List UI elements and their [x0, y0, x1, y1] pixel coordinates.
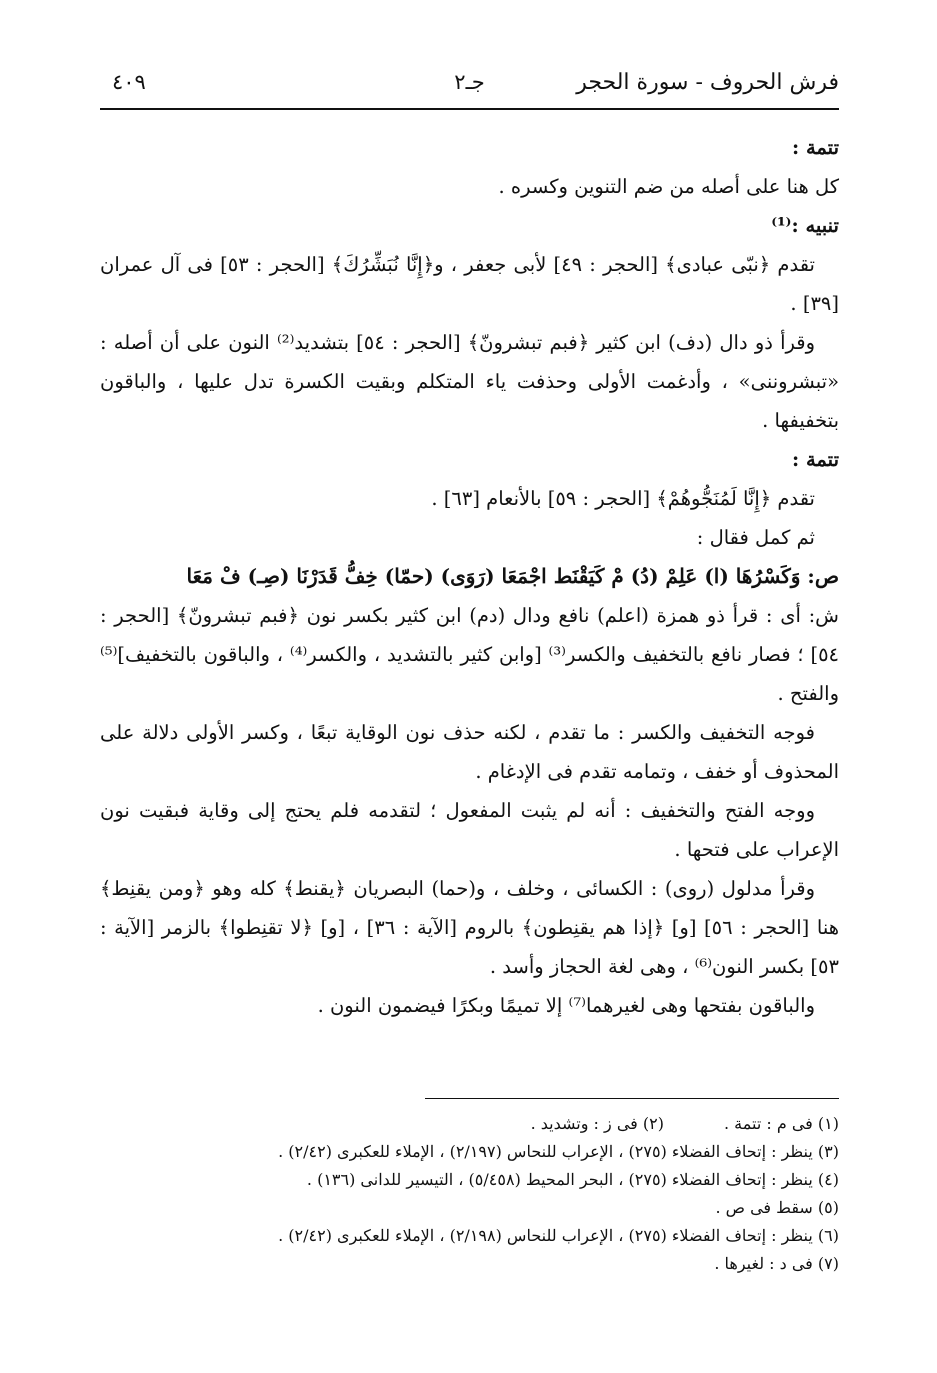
heading-tatimma: تتمة : — [791, 136, 839, 159]
footnote: (٢) فى ز : وتشديد . — [530, 1114, 664, 1133]
heading-tatimma: تتمة : — [791, 448, 839, 471]
footnote: (٤) ينظر : إتحاف الفضلاء (٢٧٥) ، البحر المحيط (٥/٤٥٨) ، التيسير للدانى (١٣٦) . — [306, 1170, 839, 1189]
footnotes — [100, 1110, 839, 1278]
header-divider — [100, 108, 839, 110]
paragraph: والباقون بفتحها وهى لغيرهما⁽⁷⁾ إلا تميمًا وبكرًا فيضمون النون . — [317, 994, 815, 1017]
footnote: (٦) ينظر : إتحاف الفضلاء (٢٧٥) ، الإعراب للنحاس (٢/١٩٨) ، الإملاء للعكبرى (٢/٤٢) . — [278, 1226, 839, 1245]
paragraph: تقدم ﴿إِنَّا لَمُنَجُّوهُمْ﴾ [الحجر : ٥٩] بالأنعام [٦٣] . — [431, 487, 815, 510]
page-number: ٤٠٩ — [112, 70, 146, 94]
footnote-row — [100, 1110, 839, 1138]
footnote: (٥) سقط فى ص . — [715, 1198, 839, 1217]
paragraph: ووجه الفتح والتخفيف : أنه لم يثبت المفعول ؛ لتقدمه فلم يحتج إلى وقاية فبقيت نون الإعراب على فتحها . — [100, 799, 839, 861]
paragraph: كل هنا على أصله من ضم التنوين وكسره . — [498, 175, 839, 198]
chapter-title: فرش الحروف - سورة الحجر — [576, 70, 839, 95]
verse-line: ص: وَكَسْرُهَا (ا) عَلِمْ (دُ) مْ كَيَقْنَط اجْمَعَا (رَوَى) (حمّا) خِفُّ قَدَرْنَا (صِـ) فْ مَعَا — [186, 564, 839, 588]
paragraph: تقدم ﴿نبّى عبادى﴾ [الحجر : ٤٩] لأبى جعفر ، و﴿إِنَّا نُبَشِّرُكَ﴾ [الحجر : ٥٣] فى آل عمران [٣٩] . — [100, 253, 839, 315]
paragraph: ثم كمل فقال : — [696, 526, 815, 549]
footnote: (١) فى م : تتمة . — [724, 1114, 839, 1133]
heading-tanbih: تنبيه :⁽¹⁾ — [771, 214, 839, 237]
volume-label: جـ٢ — [454, 70, 485, 94]
main-text — [100, 128, 839, 1025]
footnote-divider — [425, 1098, 839, 1099]
commentary-paragraph: ش: أى : قرأ ذو همزة (اعلم) نافع ودال (دم) ابن كثير بكسر نون ﴿فبم تبشرونّ﴾ [الحجر : ٥٤] ؛ فصار نافع بالتخفيف والكسر⁽³⁾ [وابن كثير بالتشديد ، والكسر⁽⁴⁾ ، والباقون بالتخفيف]⁽⁵⁾ والفتح . — [100, 604, 840, 705]
running-header — [100, 66, 839, 108]
paragraph: وقرأ ذو دال (دف) ابن كثير ﴿فبم تبشرونّ﴾ [الحجر : ٥٤] بتشديد⁽²⁾ النون على أن أصله : «تبشروننى» ، وأدغمت الأولى وحذفت ياء المتكلم وبقيت الكسرة تدل عليها ، والباقون بتخفيفها . — [100, 331, 839, 432]
footnote: (٧) فى د : لغيرها . — [714, 1254, 839, 1273]
paragraph: فوجه التخفيف والكسر : ما تقدم ، لكنه حذف نون الوقاية تبعًا ، وكسر الأولى دلالة على المحذوف أو خفف ، وتمامه تقدم فى الإدغام . — [100, 721, 839, 783]
paragraph: وقرأ مدلول (روى) : الكسائى ، وخلف ، و(حما) البصريان ﴿يقنط﴾ كله وهو ﴿ومن يقنِط﴾ هنا [الحجر : ٥٦] [و] ﴿إذا هم يقنِطون﴾ بالروم [الآية : ٣٦] ، [و] ﴿لا تقنِطوا﴾ بالزمر [الآية : ٥٣] بكسر النون⁽⁶⁾ ، وهى لغة الحجاز وأسد . — [100, 877, 839, 978]
footnote: (٣) ينظر : إتحاف الفضلاء (٢٧٥) ، الإعراب للنحاس (٢/١٩٧) ، الإملاء للعكبرى (٢/٤٢) . — [278, 1142, 839, 1161]
